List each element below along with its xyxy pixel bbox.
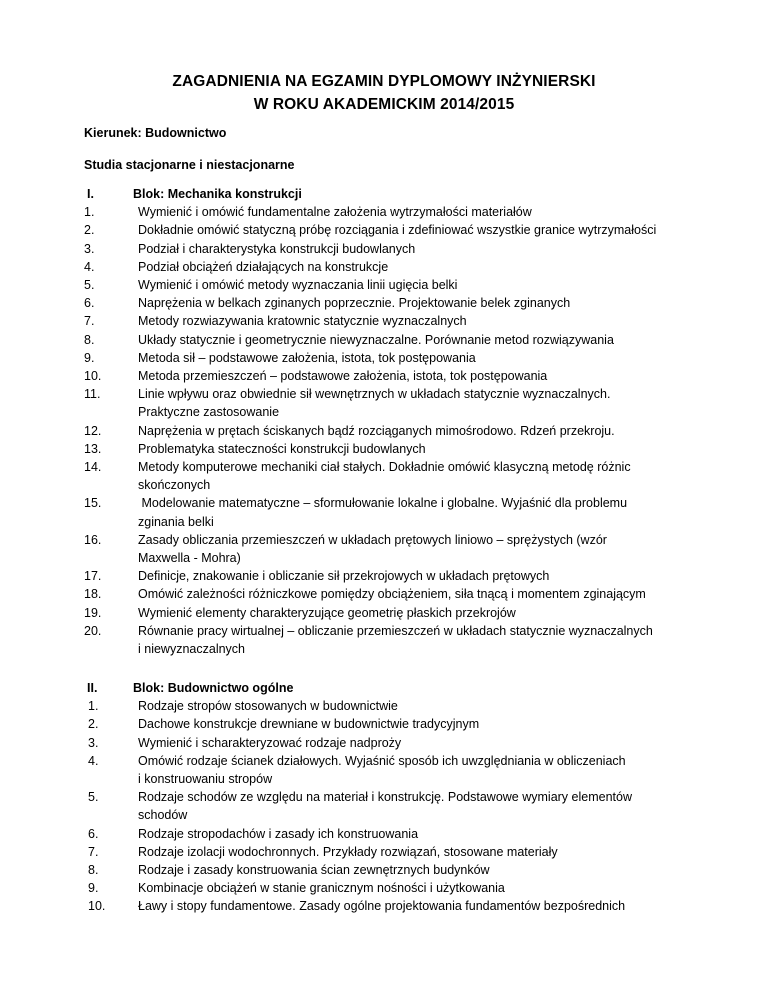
item-text: Metody komputerowe mechaniki ciał stałych. Dokładnie omówić klasyczną metodę różnic skończonych: [138, 460, 631, 493]
item-number: 19.: [84, 605, 102, 620]
list-item: [84, 385, 704, 421]
item-number: 18.: [84, 587, 102, 602]
item-number: 4.: [84, 259, 95, 274]
item-number: 4.: [88, 753, 99, 768]
list-item: [84, 221, 704, 239]
section-mechanika: [84, 185, 704, 658]
item-number: 16.: [84, 532, 102, 547]
list-item: [84, 567, 704, 585]
item-text: Rodzaje i zasady konstruowania ścian zewnętrznych budynków: [138, 863, 490, 878]
item-number: 2.: [84, 223, 95, 238]
list-item: [84, 715, 704, 733]
item-number: 15.: [84, 496, 102, 511]
item-text: Wymienić i omówić metody wyznaczania linii ugięcia belki: [138, 278, 458, 292]
list-item: [84, 879, 704, 897]
item-text: Równanie pracy wirtualnej – obliczanie przemieszczeń w układach statycznie wyznaczalnych i niewyznaczalnych: [138, 623, 653, 657]
item-number: 2.: [88, 717, 99, 732]
item-number: 17.: [84, 569, 102, 584]
document-title-line2: W ROKU AKADEMICKIM 2014/2015: [253, 96, 515, 113]
section-heading: [84, 679, 704, 697]
item-number: 1.: [88, 699, 99, 714]
list-item: [84, 349, 704, 367]
list-item: [84, 788, 704, 824]
item-text: Definicje, znakowanie i obliczanie sił przekrojowych w układach prętowych: [138, 569, 550, 584]
list-item: [84, 843, 704, 861]
item-text: Kombinacje obciążeń w stanie granicznym nośności i użytkowania: [138, 881, 505, 896]
item-number: 6.: [84, 296, 95, 311]
list-item: [84, 294, 704, 312]
item-number: 8.: [88, 863, 99, 878]
list-item: [84, 276, 704, 294]
item-text: Dachowe konstrukcje drewniane w budownictwie tradycyjnym: [138, 717, 480, 732]
item-text: Omówić zależności różniczkowe pomiędzy obciążeniem, siła tnącą i momentem zginającym: [138, 587, 646, 602]
list-item: [84, 312, 704, 330]
list-item: [84, 604, 704, 622]
list-item: [84, 258, 704, 276]
section-title: Blok: Budownictwo ogólne: [133, 681, 294, 695]
item-text: Metoda sił – podstawowe założenia, istota, tok postępowania: [138, 350, 476, 365]
document-title-line1: ZAGADNIENIA NA EGZAMIN DYPLOMOWY INŻYNIERSKI: [172, 73, 596, 90]
item-number: 20.: [84, 623, 102, 638]
item-number: 9.: [84, 350, 95, 365]
section-roman-numeral: I.: [87, 187, 94, 201]
section-title: Blok: Mechanika konstrukcji: [133, 187, 302, 201]
item-number: 5.: [88, 790, 99, 805]
question-list: [84, 697, 704, 915]
item-text: Wymienić elementy charakteryzujące geometrię płaskich przekrojów: [138, 605, 516, 620]
kierunek-label: Kierunek: Budownictwo: [84, 126, 227, 140]
item-text: Modelowanie matematyczne – sformułowanie lokalne i globalne. Wyjaśnić dla problemu zginania belki: [138, 496, 628, 529]
list-item: [84, 458, 704, 494]
item-number: 10.: [84, 369, 102, 384]
item-number: 1.: [84, 205, 95, 220]
list-item: [84, 531, 704, 567]
item-text: Rodzaje stropodachów i zasady ich konstruowania: [138, 826, 419, 841]
item-number: 9.: [88, 881, 99, 896]
section-roman-numeral: II.: [87, 681, 98, 695]
item-text: Zasady obliczania przemieszczeń w układach prętowych liniowo – sprężystych (wzór Maxwella - Mohra): [138, 532, 607, 566]
item-number: 8.: [84, 332, 95, 347]
item-text: Omówić rodzaje ścianek działowych. Wyjaśnić sposób ich uwzględniania w obliczeniach i konstruowaniu stropów: [138, 753, 626, 786]
item-text: Metoda przemieszczeń – podstawowe założenia, istota, tok postępowania: [138, 369, 548, 384]
item-number: 5.: [84, 278, 95, 292]
item-text: Metody rozwiazywania kratownic statycznie wyznaczalnych: [138, 314, 467, 329]
item-number: 10.: [88, 899, 106, 914]
list-item: [84, 331, 704, 349]
list-item: [84, 752, 704, 788]
item-text: Wymienić i scharakteryzować rodzaje nadproży: [138, 735, 402, 750]
question-list: [84, 203, 704, 658]
item-number: 12.: [84, 423, 102, 438]
item-number: 6.: [88, 826, 99, 841]
item-text: Rodzaje izolacji wodochronnych. Przykłady rozwiązań, stosowane materiały: [138, 844, 558, 859]
list-item: [84, 585, 704, 603]
list-item: [84, 897, 704, 915]
item-text: Naprężenia w belkach zginanych poprzecznie. Projektowanie belek zginanych: [138, 296, 571, 311]
list-item: [84, 203, 704, 221]
list-item: [84, 622, 704, 658]
list-item: [84, 240, 704, 258]
list-item: [84, 825, 704, 843]
list-item: [84, 697, 704, 715]
item-number: 7.: [88, 844, 99, 859]
item-number: 3.: [88, 735, 99, 750]
studia-label: Studia stacjonarne i niestacjonarne: [84, 158, 295, 172]
item-text: Podział obciążeń działających na konstrukcje: [138, 259, 389, 274]
list-item: [84, 494, 704, 530]
item-text: Rodzaje stropów stosowanych w budownictwie: [138, 699, 398, 714]
item-text: Dokładnie omówić statyczną próbę rozciągania i zdefiniować wszystkie granice wytrzymałości: [138, 223, 657, 238]
item-text: Układy statycznie i geometrycznie niewyznaczalne. Porównanie metod rozwiązywania: [138, 332, 614, 347]
list-item: [84, 734, 704, 752]
item-number: 14.: [84, 460, 102, 475]
section-heading: [84, 185, 704, 203]
list-item: [84, 861, 704, 879]
item-number: 11.: [84, 387, 101, 402]
item-text: Rodzaje schodów ze względu na materiał i konstrukcję. Podstawowe wymiary elementów schodów: [138, 790, 632, 823]
item-text: Naprężenia w prętach ściskanych bądź rozciąganych mimośrodowo. Rdzeń przekroju.: [138, 423, 615, 438]
item-number: 13.: [84, 441, 102, 456]
list-item: [84, 367, 704, 385]
item-number: 7.: [84, 314, 95, 329]
item-text: Problematyka stateczności konstrukcji budowlanych: [138, 441, 426, 456]
list-item: [84, 422, 704, 440]
item-text: Linie wpływu oraz obwiednie sił wewnętrznych w układach statycznie wyznaczalnych. Praktyczne zastosowanie: [138, 387, 611, 420]
item-text: Podział i charakterystyka konstrukcji budowlanych: [138, 241, 416, 256]
item-number: 3.: [84, 241, 95, 256]
item-text: Ławy i stopy fundamentowe. Zasady ogólne projektowania fundamentów bezpośrednich: [138, 899, 626, 914]
list-item: [84, 440, 704, 458]
item-text: Wymienić i omówić fundamentalne założenia wytrzymałości materiałów: [138, 205, 532, 220]
section-budownictwo: [84, 679, 704, 916]
